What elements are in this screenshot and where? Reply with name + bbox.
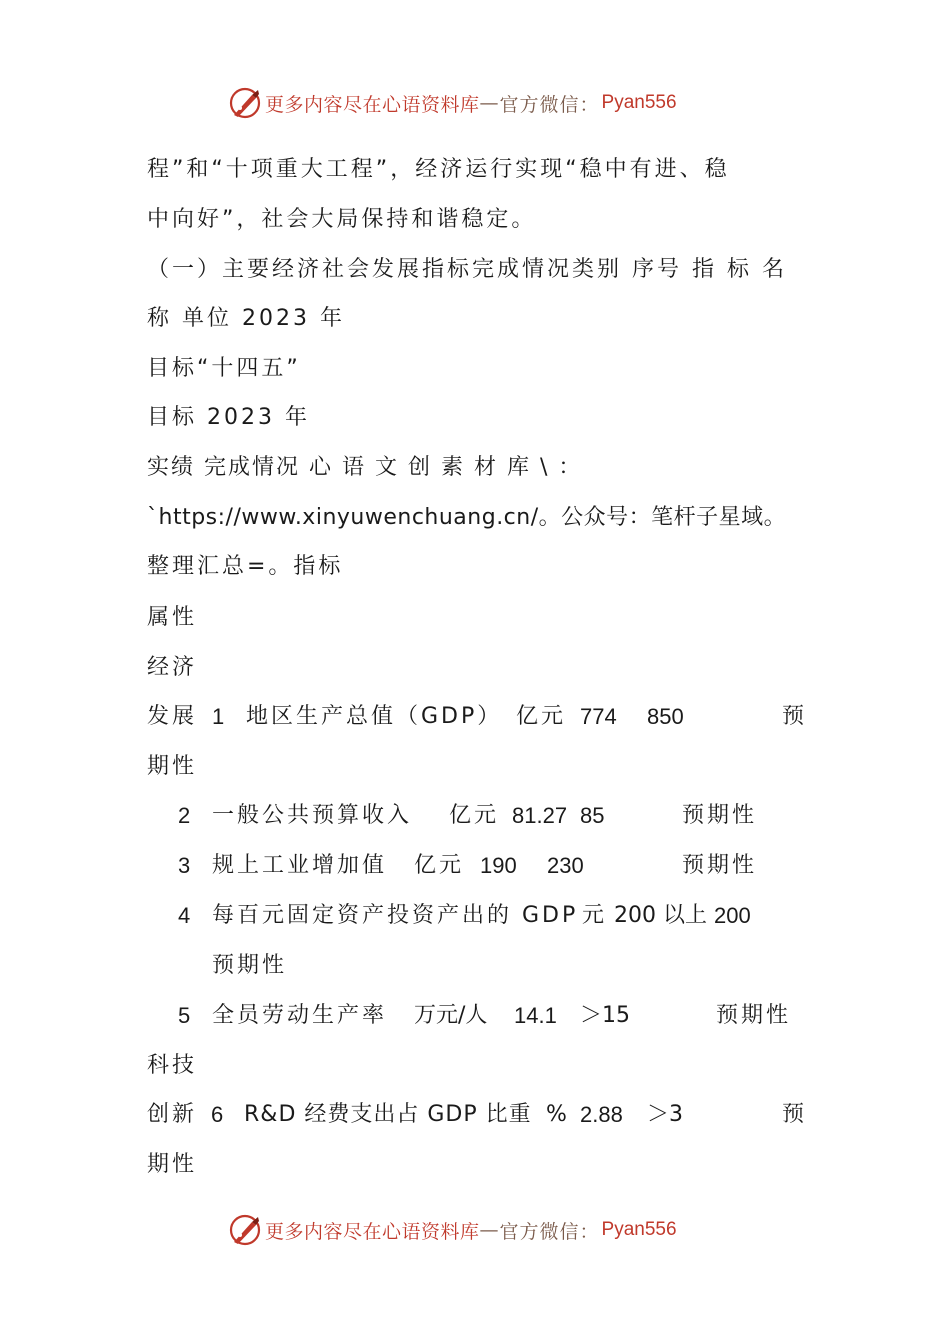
indicator-attribute: 预期性 (716, 1003, 792, 1028)
category-tech-line-2: 创新 (147, 1102, 198, 1127)
indicator-name: 全员劳动生产率 (212, 1003, 388, 1028)
indicator-attribute: 预期性 (682, 853, 758, 878)
banner-wechat-label: 官方微信： (499, 93, 600, 116)
attribute-wrap-start: 预 (782, 704, 805, 729)
target-14th-plan: ＞3 (647, 1102, 683, 1127)
banner-dash: — (479, 92, 500, 114)
table-header-line-4: 目标 2023 年 (147, 405, 310, 430)
banner-main-text: 更多内容尽在心语资料库 (265, 93, 480, 116)
target-2023: 200 以上 (614, 903, 707, 928)
table-header-line-8: 属性 (147, 605, 198, 630)
table-header-line-1: （一）主要经济社会发展指标完成情况类别 序号 指 标 名 (147, 257, 787, 282)
indicator-name: 每百元固定资产投资产出的 GDP (212, 903, 579, 928)
indicator-unit: 元 (582, 903, 608, 928)
indicator-name: R&D 经费支出占 GDP 比重 (244, 1102, 532, 1127)
attribute-wrap-start: 预 (782, 1102, 805, 1127)
target-14th-plan: 85 (580, 803, 605, 828)
target-2023: 190 (480, 853, 517, 878)
footer-watermark-banner (228, 1213, 677, 1247)
indicator-attribute: 预期性 (682, 803, 758, 828)
header-watermark-banner (228, 86, 677, 120)
banner-wechat-id: Pyan556 (601, 92, 677, 113)
row-number: 4 (178, 903, 191, 928)
banner-main-text: 更多内容尽在心语资料库 (265, 1220, 480, 1243)
banner-wechat-label: 官方微信： (499, 1220, 600, 1243)
pen-logo-icon (228, 86, 262, 120)
target-14th-plan: ＞15 (580, 1003, 630, 1028)
row-number: 3 (178, 853, 191, 878)
banner-dash: — (479, 1219, 500, 1241)
table-header-line-6: `https://www.xinyuwenchuang.cn/。公众号：笔杆子星域。 (147, 505, 787, 530)
category-economy-line-1: 经济 (147, 655, 198, 680)
indicator-name: 地区生产总值（GDP） (246, 704, 503, 729)
indicator-unit: % (546, 1102, 567, 1127)
indicator-unit: 万元/人 (414, 1003, 488, 1028)
target-14th-plan: 230 (547, 853, 584, 878)
table-header-line-3: 目标“十四五” (147, 356, 301, 381)
indicator-unit: 亿元 (414, 853, 465, 878)
indicator-attribute: 预期性 (212, 953, 288, 978)
banner-wechat-id: Pyan556 (601, 1219, 677, 1240)
target-2023: 774 (580, 704, 617, 729)
target-14th-plan: 200 (714, 903, 751, 928)
paragraph-line-2: 中向好”，社会大局保持和谐稳定。 (147, 207, 537, 232)
category-economy-line-2: 发展 (147, 704, 198, 729)
row-number: 2 (178, 803, 191, 828)
table-header-line-7: 整理汇总=。指标 (147, 554, 344, 579)
pen-logo-icon (228, 1213, 262, 1247)
attribute-wrap-end: 期性 (147, 754, 198, 779)
indicator-unit: 亿元 (449, 803, 500, 828)
paragraph-line-1: 程”和“十项重大工程”，经济运行实现“稳中有进、稳 (147, 157, 730, 182)
indicator-unit: 亿元 (516, 704, 567, 729)
target-14th-plan: 850 (647, 704, 684, 729)
row-number: 1 (212, 704, 225, 729)
table-header-line-2: 称 单位 2023 年 (147, 306, 345, 331)
row-number: 5 (178, 1003, 191, 1028)
indicator-name: 一般公共预算收入 (212, 803, 413, 828)
table-header-line-5: 实绩 完成情况 心 语 文 创 素 材 库 \ ： (147, 455, 583, 480)
indicator-name: 规上工业增加值 (212, 853, 388, 878)
target-2023: 81.27 (512, 803, 568, 828)
row-number: 6 (211, 1102, 224, 1127)
target-2023: 2.88 (580, 1102, 623, 1127)
attribute-wrap-end: 期性 (147, 1152, 198, 1177)
category-tech-line-1: 科技 (147, 1053, 198, 1078)
target-2023: 14.1 (514, 1003, 557, 1028)
